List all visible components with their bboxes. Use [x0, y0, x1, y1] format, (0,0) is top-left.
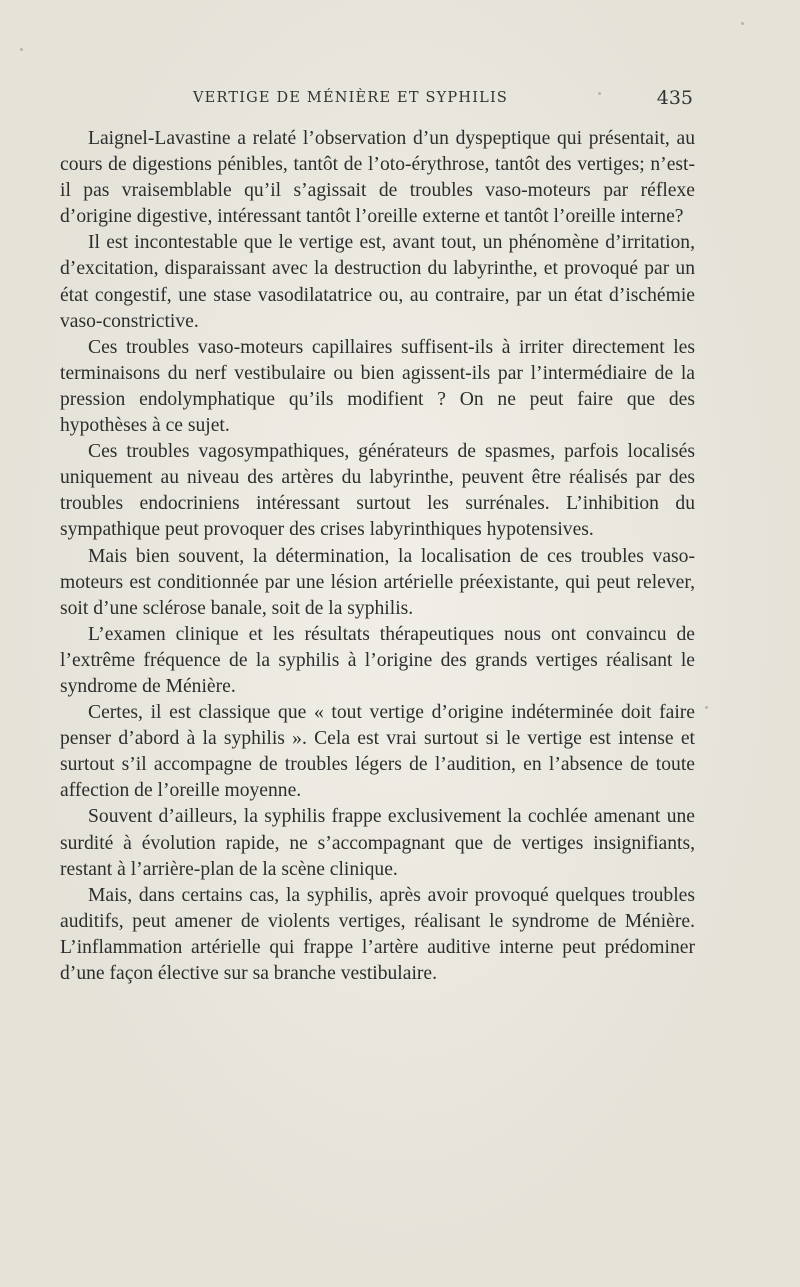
page-number: 435 [656, 87, 693, 109]
paragraph: Ces troubles vagosympathiques, générateurs de spasmes, parfois localisés uniquement au niveau des artères du labyrinthe, peuvent être réalisés par des troubles endocriniens intéressant surtout les surrénales. L’inhibition du sympathique peut provoquer des crises labyrinthiques hypotensives. [60, 441, 695, 541]
paragraph: Souvent d’ailleurs, la syphilis frappe exclusivement la cochlée amenant une surdité à évolution rapide, ne s’accompagnant que de vertiges insignifiants, restant à l’arrière-plan de la scène clinique. [60, 806, 695, 880]
paper-speck [20, 48, 23, 51]
paragraph: Il est incontestable que le vertige est, avant tout, un phénomène d’irritation, d’excitation, disparaissant avec la destruction du labyrinthe, et provoqué par un état congestif, une stase vasodilatatrice ou, au contraire, par un état d’ischémie vaso-constrictive. [60, 232, 695, 332]
paragraph: Mais bien souvent, la détermination, la localisation de ces troubles vaso-moteurs est conditionnée par une lésion artérielle préexistante, qui peut relever, soit d’une sclérose banale, soit de la syphilis. [60, 545, 695, 619]
paragraph: Mais, dans certains cas, la syphilis, après avoir provoqué quelques troubles auditifs, peut amener de violents vertiges, réalisant le syndrome de Ménière. L’inflammation artérielle qui frappe l’artère auditive interne peut prédominer d’une façon élective sur sa branche vestibulaire. [60, 884, 695, 984]
running-title: VERTIGE DE MÉNIÈRE ET SYPHILIS [193, 90, 509, 106]
paragraph: Laignel-Lavastine a relaté l’observation d’un dyspeptique qui présentait, au cours de digestions pénibles, tantôt de l’oto-érythrose, tantôt des vertiges; n’est-il pas vraisemblable qu’il s’agissait de troubles vaso-moteurs par réflexe d’origine digestive, intéressant tantôt l’oreille externe et tantôt l’oreille interne? [60, 128, 695, 228]
body-text [60, 126, 695, 987]
paragraph: Ces troubles vaso-moteurs capillaires suffisent-ils à irriter directement les terminaisons du nerf vestibulaire ou bien agissent-ils par l’intermédiaire de la pression endolymphatique qu’ils modifient ? On ne peut faire que des hypothèses à ce sujet. [60, 336, 695, 437]
paper-speck [741, 22, 744, 25]
page-header [193, 87, 693, 114]
paragraph: L’examen clinique et les résultats thérapeutiques nous ont convaincu de l’extrême fréquence de la syphilis à l’origine des grands vertiges réalisant le syndrome de Ménière. [60, 623, 695, 697]
paper-speck [598, 92, 601, 95]
paragraph: Certes, il est classique que « tout vertige d’origine indéterminée doit faire penser d’abord à la syphilis ». Cela est vrai surtout si le vertige est intense et surtout s’il accompagne de troubles légers de l’audition, en l’absence de toute affection de l’oreille moyenne. [60, 702, 695, 802]
paper-speck [705, 706, 708, 709]
